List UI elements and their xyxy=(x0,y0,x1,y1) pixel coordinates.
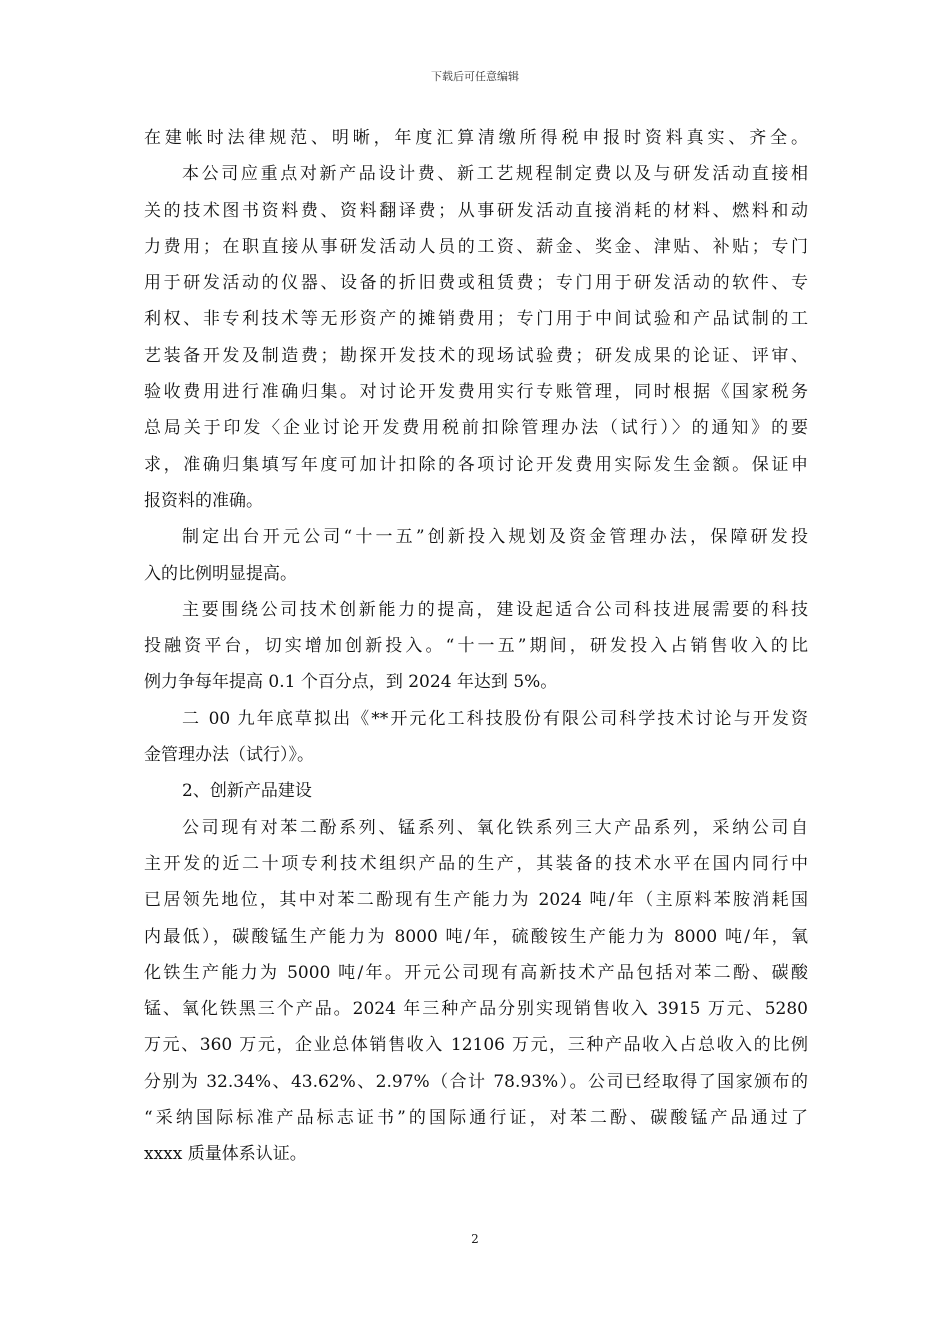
text-line: 投融资平台，切实增加创新投入。“十一五”期间，研发投入占销售收入的比 xyxy=(144,636,808,657)
text-line: 关的技术图书资料费、资料翻译费；从事研发活动直接消耗的材料、燃料和动 xyxy=(144,200,808,221)
text-line: 金管理办法（试行）》。 xyxy=(144,745,314,766)
text-line: 入的比例明显提高。 xyxy=(144,563,297,584)
text-line: 例力争每年提高 0.1 个百分点，到 2024 年达到 5%。 xyxy=(144,672,558,693)
text-line: 利权、非专利技术等无形资产的摊销费用；专门用于中间试验和产品试制的工 xyxy=(144,309,808,330)
text-line: 力费用；在职直接从事研发活动人员的工资、薪金、奖金、津贴、补贴；专门 xyxy=(144,236,808,257)
text-line: 公司现有对苯二酚系列、锰系列、氧化铁系列三大产品系列，采纳公司自 xyxy=(182,817,808,838)
text-line: 主要围绕公司技术创新能力的提高，建设起适合公司科技进展需要的科技 xyxy=(182,599,808,620)
text-line: 验收费用进行准确归集。对讨论开发费用实行专账管理，同时根据《国家税务 xyxy=(144,382,808,403)
text-line: 本公司应重点对新产品设计费、新工艺规程制定费以及与研发活动直接相 xyxy=(182,164,808,185)
text-line: “采纳国际标准产品标志证书”的国际通行证，对苯二酚、碳酸锰产品通过了 xyxy=(144,1108,808,1129)
text-line: 用于研发活动的仪器、设备的折旧费或租赁费；专门用于研发活动的软件、专 xyxy=(144,273,808,294)
section-heading: 2、创新产品建设 xyxy=(182,781,312,802)
text-line: 化铁生产能力为 5000 吨/年。开元公司现有高新技术产品包括对苯二酚、碳酸 xyxy=(144,962,808,983)
text-line: 求，准确归集填写年度可加计扣除的各项讨论开发费用实际发生金额。保证申 xyxy=(144,454,808,475)
text-line: xxxx 质量体系认证。 xyxy=(144,1144,307,1165)
document-body xyxy=(144,120,808,1173)
text-line: 内最低），碳酸锰生产能力为 8000 吨/年，硫酸铵生产能力为 8000 吨/年，氧 xyxy=(144,926,808,947)
text-line: 艺装备开发及制造费；勘探开发技术的现场试验费；研发成果的论证、评审、 xyxy=(144,345,808,366)
text-line: 分别为 32.34%、43.62%、2.97%（合计 78.93%）。公司已经取得了国家颁布的 xyxy=(144,1071,808,1092)
text-line: 已居领先地位，其中对苯二酚现有生产能力为 2024 吨/年（主原料苯胺消耗国 xyxy=(144,890,808,911)
page-number: 2 xyxy=(471,1232,479,1246)
text-line: 在建帐时法律规范、明晰，年度汇算清缴所得税申报时资料真实、齐全。 xyxy=(144,128,808,148)
text-line: 制定出台开元公司“十一五”创新投入规划及资金管理办法，保障研发投 xyxy=(182,527,808,548)
text-line: 二 00 九年底草拟出《**开元化工科技股份有限公司科学技术讨论与开发资 xyxy=(182,708,808,729)
text-line: 万元、360 万元，企业总体销售收入 12106 万元，三种产品收入占总收入的比例 xyxy=(144,1035,808,1056)
text-line: 报资料的准确。 xyxy=(144,490,263,511)
page-header: 下载后可任意编辑 xyxy=(431,70,519,83)
text-line: 总局关于印发〈企业讨论开发费用税前扣除管理办法（试行）〉的通知》的要 xyxy=(144,418,808,439)
text-line: 主开发的近二十项专利技术组织产品的生产，其装备的技术水平在国内同行中 xyxy=(144,853,808,874)
text-line: 锰、氧化铁黑三个产品。2024 年三种产品分别实现销售收入 3915 万元、5280 xyxy=(144,999,808,1020)
